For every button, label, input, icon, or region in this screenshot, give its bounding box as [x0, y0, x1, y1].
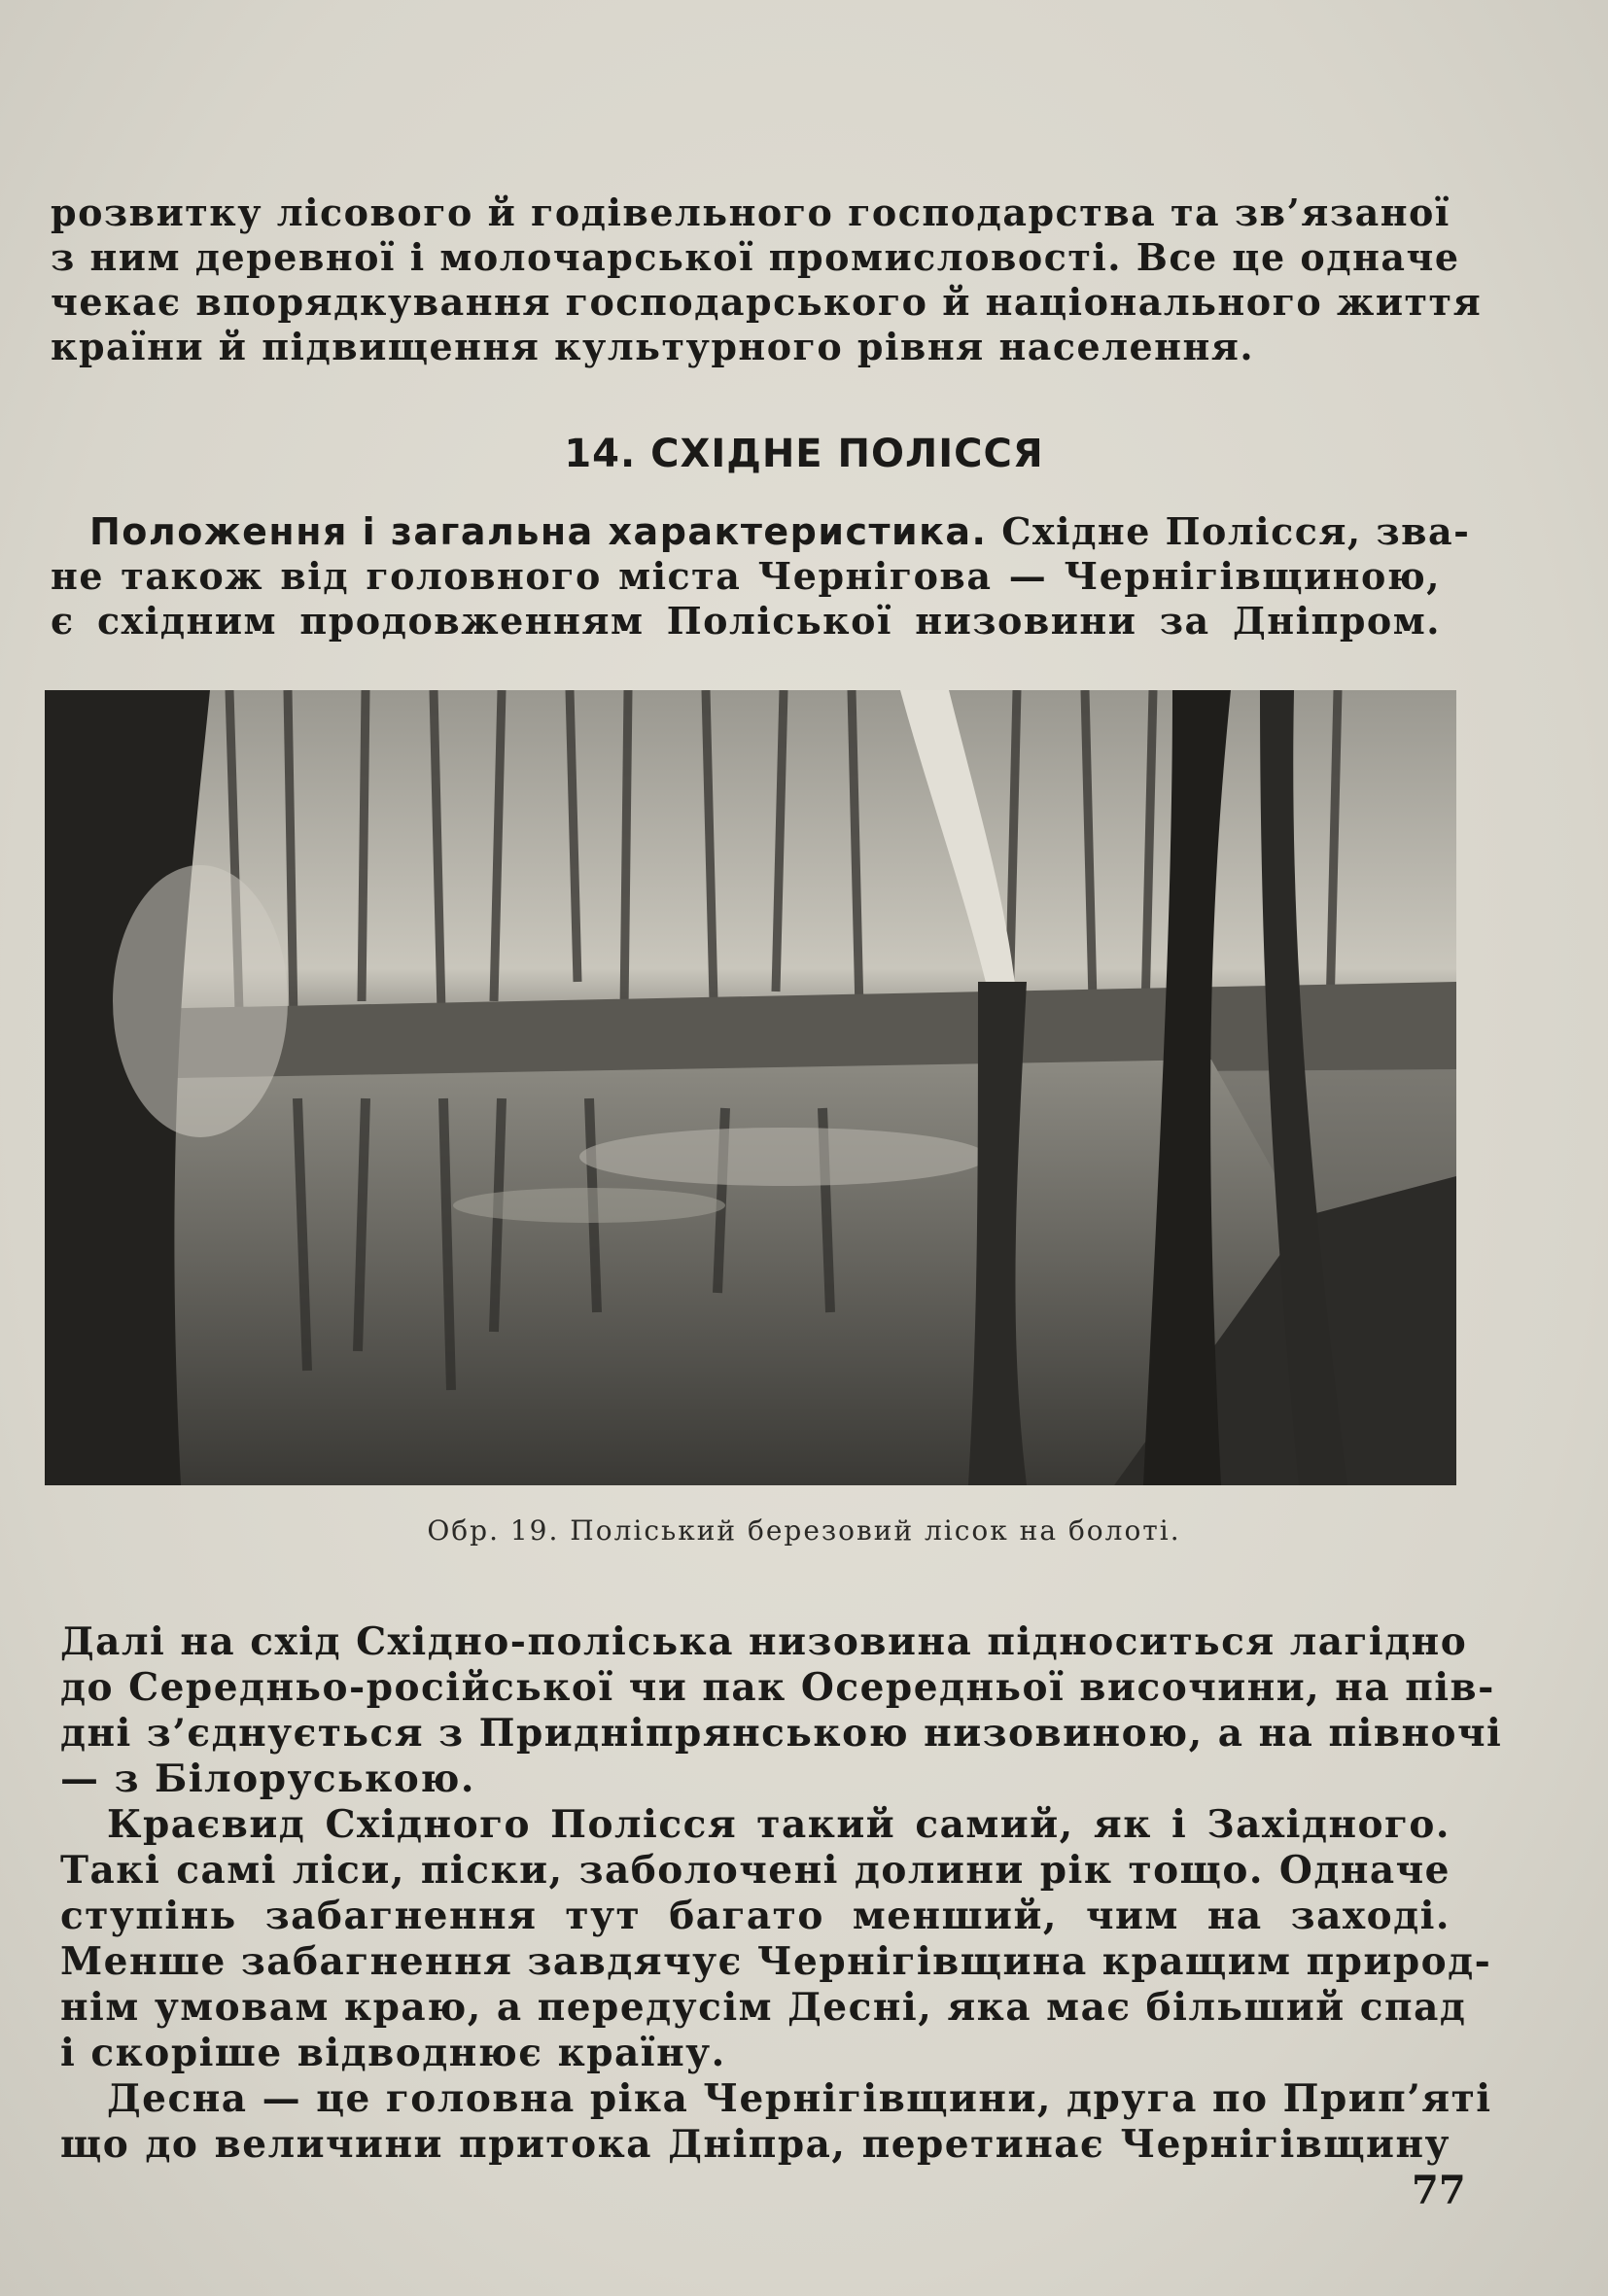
intro-paragraph — [51, 509, 1471, 644]
photo-illustration — [45, 690, 1456, 1485]
body-paragraph — [60, 1802, 1492, 2076]
text-line: дні з’єднується з Придніпрянською низовиною, а на півночі — [60, 1711, 1503, 1756]
text-line: є східним продовженням Поліської низовини за Дніпром. — [51, 599, 1441, 643]
text-line: Десна — це головна ріка Чернігівщини, друга по Прип’яті — [107, 2076, 1492, 2121]
text-line: Менше забагнення завдячує Чернігівщина кращим природ- — [60, 1939, 1492, 1984]
text-line: країни й підвищення культурного рівня населення. — [51, 325, 1255, 368]
forest-swamp-photo — [45, 690, 1456, 1485]
text-line: нім умовам краю, а передусім Десні, яка має більший спад — [60, 1985, 1467, 2030]
page-number: 77 — [1412, 2168, 1466, 2213]
text-line: розвитку лісового й годівельного господарства та зв’язаної — [51, 191, 1451, 234]
text-line: Такі самі ліси, піски, заболочені долини рік тощо. Одначе — [60, 1848, 1451, 1893]
text-line: що до величини притока Дніпра, перетинає Чернігівщину — [60, 2122, 1451, 2167]
figure-caption: Обр. 19. Поліський березовий лісок на болоті. — [427, 1514, 1181, 1547]
text-line: чекає впорядкування господарського й національного життя — [51, 280, 1483, 324]
text-line: до Середньо-російської чи пак Осередньої височини, на пів- — [60, 1665, 1495, 1710]
body-paragraph — [60, 2076, 1492, 2168]
text-line: не також від головного міста Чернігова — Чернігівщиною, — [51, 554, 1441, 598]
text-line: ступінь забагнення тут багато менший, чим на заході. — [60, 1894, 1451, 1938]
runin-heading: Положення і загальна характеристика. — [89, 510, 988, 553]
section-heading: 14. СХІДНЕ ПОЛІССЯ — [564, 432, 1044, 476]
text-line — [89, 509, 1471, 554]
body-paragraph — [60, 1619, 1503, 1802]
text-line: Краєвид Східного Полісся такий самий, як і Західного. — [107, 1802, 1451, 1847]
text-line: — з Білоруською. — [60, 1757, 475, 1801]
text-line: з ним деревної і молочарської промисловості. Все це одначе — [51, 235, 1460, 279]
top-paragraph — [51, 191, 1483, 369]
text-line: Далі на схід Східно-поліська низовина підноситься лагідно — [60, 1619, 1468, 1664]
text-line: і скоріше відводнює країну. — [60, 2031, 726, 2075]
first-line-rest: Східне Полісся, зва- — [987, 509, 1471, 553]
